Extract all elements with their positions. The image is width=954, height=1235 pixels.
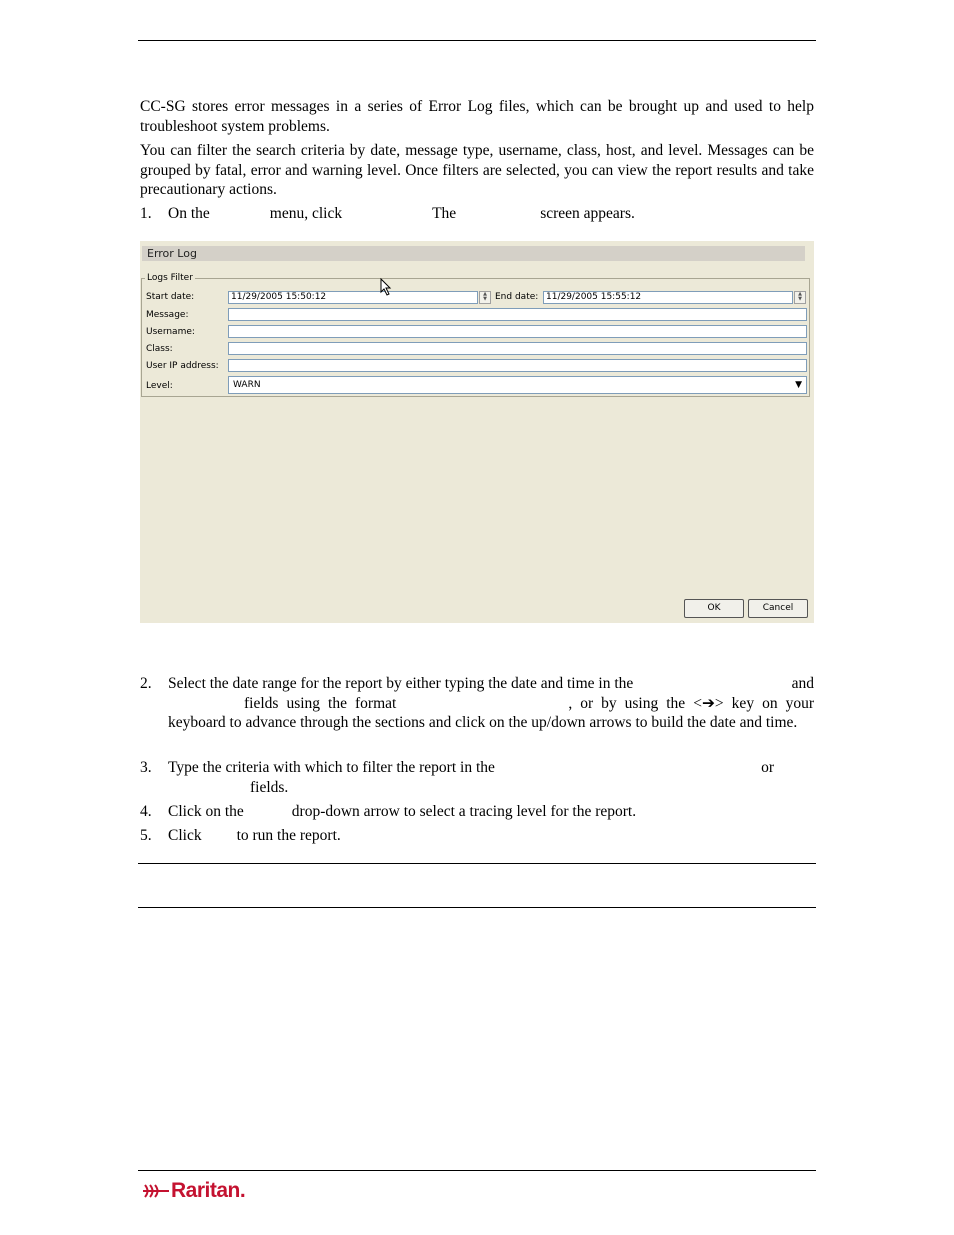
spin-down-icon[interactable]: ▼	[483, 296, 487, 302]
class-label: Class:	[146, 344, 173, 354]
intro-paragraph-2: You can filter the search criteria by date, message type, username, class, host, and level. Messages can be grouped by fatal, error and warning level. Once filters are selected, you can view the report results and take precautionary actions.	[140, 142, 814, 198]
spin-down-icon[interactable]: ▼	[798, 296, 802, 302]
step-number: 2.	[140, 675, 152, 692]
step-text: Click on the	[168, 803, 244, 820]
step-text: screen appears.	[540, 205, 635, 222]
chevron-down-icon[interactable]: ▼	[795, 380, 802, 390]
step-text: Select the date range for the report by either typing the date and time in the	[168, 675, 634, 692]
step-text: Type the criteria with which to filter the report in the	[168, 759, 495, 776]
username-input[interactable]	[228, 325, 807, 338]
username-label: Username:	[146, 327, 195, 337]
window-title: Error Log	[142, 246, 805, 261]
header-rule	[138, 40, 816, 41]
spin-up-icon[interactable]: ▲	[798, 291, 802, 297]
class-input[interactable]	[228, 342, 807, 355]
step-text: fields using the format	[244, 694, 397, 712]
end-date-spinner[interactable]	[794, 291, 806, 304]
start-date-label: Start date:	[146, 292, 195, 302]
step-text: The	[432, 205, 457, 222]
logs-filter-group	[141, 273, 810, 397]
section-rule	[138, 863, 816, 864]
level-select[interactable]	[228, 376, 807, 394]
cancel-button[interactable]: Cancel	[748, 599, 808, 618]
start-date-spinner[interactable]	[479, 291, 491, 304]
step-number: 5.	[140, 827, 152, 844]
error-log-screenshot	[140, 241, 814, 623]
step-text: Click	[168, 827, 202, 844]
step-text: On the	[168, 205, 210, 222]
footer-rule	[138, 1170, 816, 1171]
level-label: Level:	[146, 381, 173, 391]
user-ip-input[interactable]	[228, 359, 807, 372]
spin-up-icon[interactable]: ▲	[483, 291, 487, 297]
raritan-logo	[143, 1180, 245, 1202]
message-label: Message:	[146, 310, 189, 320]
start-date-input[interactable]: 11/29/2005 15:50:12	[228, 291, 478, 304]
end-date-input[interactable]: 11/29/2005 15:55:12	[543, 291, 793, 304]
step-text: and	[791, 675, 814, 692]
step-number: 1.	[140, 205, 152, 222]
logs-filter-legend: Logs Filter	[147, 273, 193, 283]
mouse-cursor-icon	[380, 278, 392, 296]
end-date-label: End date:	[495, 292, 539, 302]
step-text: drop-down arrow to select a tracing level for the report.	[291, 803, 637, 820]
step-text: fields.	[250, 778, 289, 796]
step-number: 4.	[140, 803, 152, 820]
step-text: to run the report.	[236, 827, 341, 844]
level-value: WARN	[233, 380, 261, 390]
step-text: or	[761, 759, 774, 776]
intro-paragraph-1: CC-SG stores error messages in a series of Error Log files, which can be brought up and used to help troubleshoot system problems.	[140, 98, 814, 135]
section-rule	[138, 907, 816, 908]
step-text: menu, click	[269, 205, 343, 222]
ok-button[interactable]: OK	[684, 599, 744, 618]
logo-text: Raritan.	[171, 1179, 246, 1202]
message-input[interactable]	[228, 308, 807, 321]
raritan-logo-icon	[143, 1182, 169, 1200]
step-text: , or by using the <➔> key on your keyboard to advance through the sections and click on the up/down arrows to build the date and time.	[168, 694, 815, 731]
user-ip-label: User IP address:	[146, 361, 219, 371]
step-number: 3.	[140, 759, 152, 776]
